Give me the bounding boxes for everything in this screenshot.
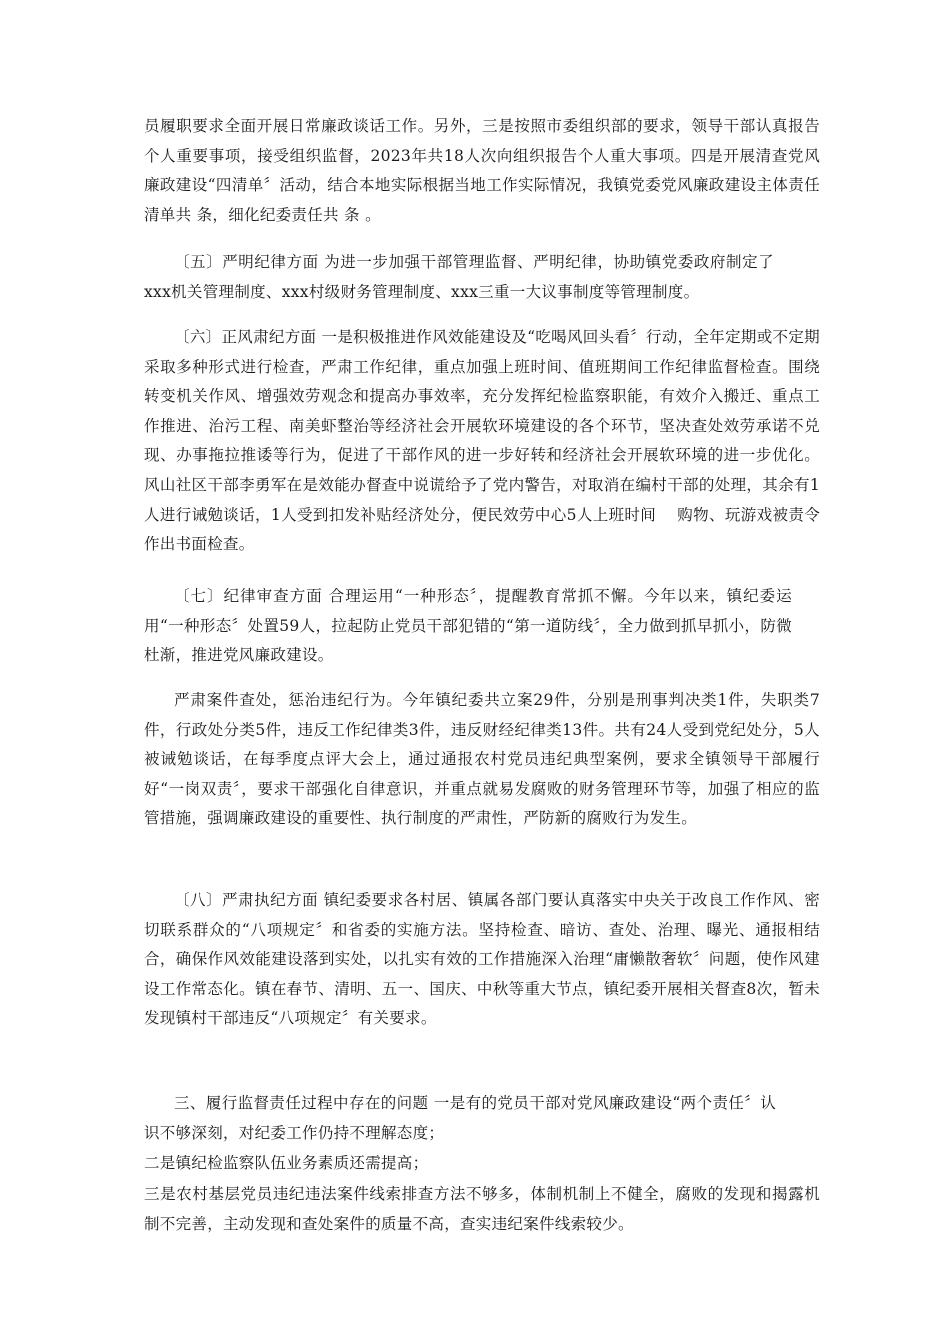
paragraph-problem-three: 三是农村基层党员违纪违法案件线索排查方法不够多，体制机制上不健全，腐败的发现和揭露机制不完善，主动发现和查处案件的质量不高，查实违纪案件线索较少。 bbox=[144, 1185, 820, 1233]
paragraph-work-style-rectification: 〔六〕正风肃纪方面 一是积极推进作风效能建设及“吃喝风回头看〞行动，全年定期或不定期采取多种形式进行检查，严肃工作纪律，重点加强上班时间、值班期间工作纪律监督检查。围绕转变机关作风、增强效劳观念和提高办事效率，充分发挥纪检监察职能，有效介入搬迁、重点工作推进、治污工程、南美虾整治等经济社会开展软环境建设的各个环节，坚决查处效劳承诺不兑现、办事拖拉推诿等行为，促进了干部作风的进一步好转和经济社会开展软环境的进一步优化。风山社区干部李勇军在是效能办督查中说谎给予了党内警告，对取消在编村干部的处理，其余有1人进行诫勉谈话，1人受到扣发补贴经济处分，便民效劳中心5人上班时间 购物、玩游戏被责令作出书面检查。 bbox=[144, 328, 820, 554]
paragraph-problem-two: 二是镇纪检监察队伍业务素质还需提高； bbox=[144, 1154, 429, 1172]
paragraph-discipline-clarification: 〔五〕严明纪律方面 为进一步加强干部管理监督、严明纪律，协助镇党委政府制定了xxx机关管理制度、xxx村级财务管理制度、xxx三重一大议事制度等管理制度。 bbox=[144, 253, 774, 301]
paragraph-strict-enforcement: 〔八〕严肃执纪方面 镇纪委要求各村居、镇属各部门要认真落实中央关于改良工作作风、密切联系群众的“八项规定〞和省委的实施方法。坚持检查、暗访、查处、治理、曝光、通报相结合，确保作风效能建设落到实处，以扎实有效的工作措施深入治理“庸懒散奢软〞问题，使作风建设工作常态化。镇在春节、清明、五一、国庆、中秋等重大节点，镇纪委开展相关督查8次，暂未发现镇村干部违反“八项规定〞有关要求。 bbox=[144, 891, 820, 1028]
section-heading-supervision-problems: 三、履行监督责任过程中存在的问题 一是有的党员干部对党风廉政建设“两个责任〞认识不够深刻，对纪委工作仍持不理解态度； bbox=[144, 1094, 776, 1142]
paragraph-personal-matters-report: 员履职要求全面开展日常廉政谈话工作。另外，三是按照市委组织部的要求，领导干部认真报告个人重要事项，接受组织监督，2023年共18人次向组织报告个人重大事项。四是开展清查党风廉政建设“四清单〞活动，结合本地实际根据当地工作实际情况，我镇党委党风廉政建设主体责任清单共 条，细化纪委责任共 条 。 bbox=[144, 117, 820, 224]
paragraph-case-investigation: 严肃案件查处，惩治违纪行为。今年镇纪委共立案29件，分别是刑事判决类1件，失职类7件，行政处分类5件，违反工作纪律类3件，违反财经纪律类13件。共有24人受到党纪处分，5人被诫勉谈话，在每季度点评大会上，通过通报农村党员违纪典型案例，要求全镇领导干部履行好“一岗双责〞，要求干部强化自律意识，并重点就易发腐败的财务管理环节等，加强了相应的监管措施，强调廉政建设的重要性、执行制度的严肃性，严防新的腐败行为发生。 bbox=[144, 691, 820, 828]
paragraph-discipline-review: 〔七〕纪律审查方面 合理运用“一种形态〞，提醒教育常抓不懈。今年以来，镇纪委运用“一种形态〞处置59人，拉起防止党员干部犯错的“第一道防线〞，全力做到抓早抓小，防微杜渐，推进党风廉政建设。 bbox=[144, 587, 792, 665]
